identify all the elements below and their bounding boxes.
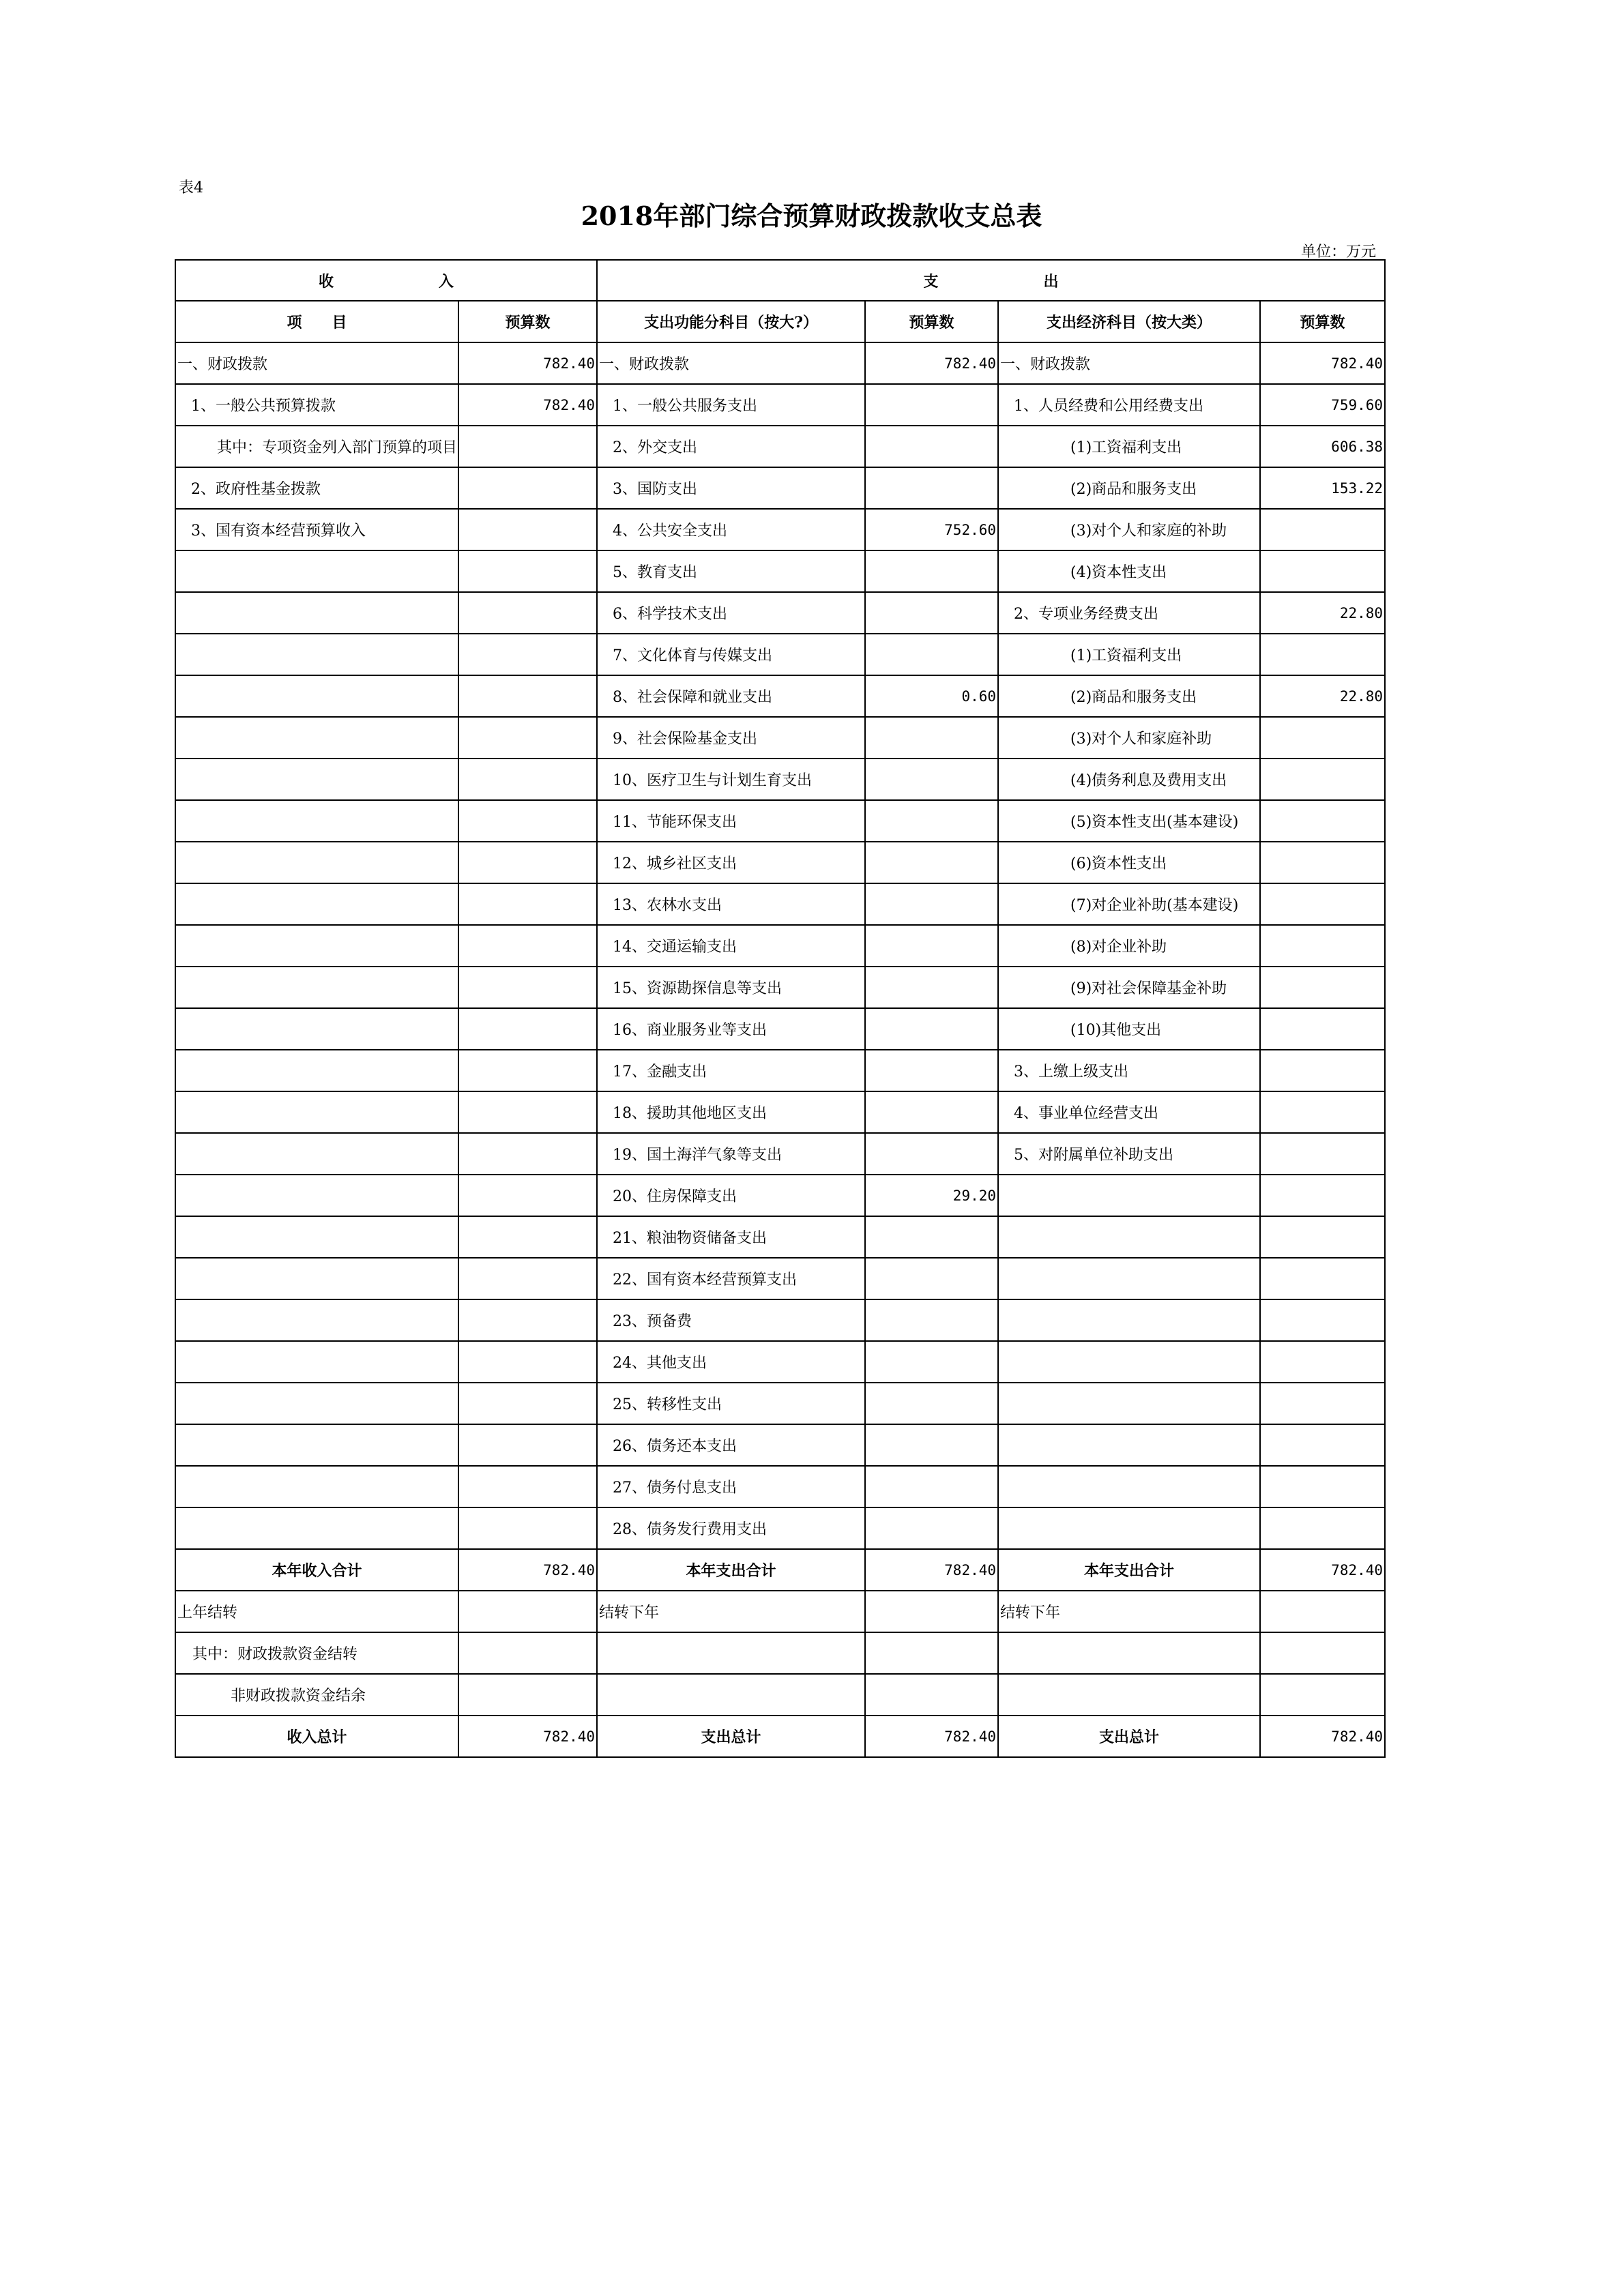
func-budget-value [865,800,998,842]
func-class-header: 支出功能分科目（按大?） [597,301,865,342]
func-item-label: 16、商业服务业等支出 [597,1008,865,1050]
econ-item-label: (10)其他支出 [998,1008,1260,1050]
year-econ-total-label: 本年支出合计 [998,1549,1260,1591]
func-item-label: 15、资源勘探信息等支出 [597,967,865,1008]
income-total-value: 782.40 [458,1716,597,1757]
table-row [175,800,1385,842]
table-row [175,1008,1385,1050]
income-item-label [175,1299,458,1341]
income-item-label [175,592,458,634]
income-budget-value [458,1424,597,1466]
econ-item-label: (1)工资福利支出 [998,634,1260,675]
econ-item-label: (3)对个人和家庭补助 [998,717,1260,759]
income-item-label [175,717,458,759]
econ-item-label: (4)资本性支出 [998,550,1260,592]
econ-budget-value [1260,1050,1385,1091]
grand-total-row [175,1716,1385,1757]
func-budget-value [865,717,998,759]
income-item-label [175,1175,458,1216]
econ-item-label: 3、上缴上级支出 [998,1050,1260,1091]
table-row [175,1299,1385,1341]
econ-budget-value [1260,1424,1385,1466]
func-budget-value: 782.40 [865,342,998,384]
table-row [175,925,1385,967]
table-row [175,1383,1385,1424]
year-total-row [175,1549,1385,1591]
func-item-label: 5、教育支出 [597,550,865,592]
econ-budget-value [1260,1341,1385,1383]
econ-class-header: 支出经济科目（按大类） [998,301,1260,342]
func-budget-value [865,1008,998,1050]
econ-budget-value [1260,1133,1385,1175]
table-row [175,1091,1385,1133]
table-row [175,342,1385,384]
func-item-label: 19、国土海洋气象等支出 [597,1133,865,1175]
func-item-label: 12、城乡社区支出 [597,842,865,883]
econ-budget-header: 预算数 [1260,301,1385,342]
section-header-row [175,260,1385,301]
econ-item-label [998,1258,1260,1299]
table-row [175,1424,1385,1466]
func-budget-value [865,1299,998,1341]
empty-cell [865,1632,998,1674]
table-row [175,759,1385,800]
carry-row [175,1591,1385,1632]
income-budget-value: 782.40 [458,342,597,384]
income-budget-value [458,1258,597,1299]
func-budget-value [865,925,998,967]
econ-item-label: 一、财政拨款 [998,342,1260,384]
income-item-label [175,550,458,592]
table-body [175,342,1385,1549]
income-budget-value [458,1050,597,1091]
table-row [175,967,1385,1008]
econ-item-label: 1、人员经费和公用经费支出 [998,384,1260,426]
func-item-label: 23、预备费 [597,1299,865,1341]
income-item-label [175,1341,458,1383]
func-item-label: 20、住房保障支出 [597,1175,865,1216]
income-item-label [175,1091,458,1133]
income-item-label [175,1258,458,1299]
func-budget-value [865,1466,998,1507]
func-budget-value [865,1424,998,1466]
income-budget-value [458,426,597,467]
func-item-label: 9、社会保险基金支出 [597,717,865,759]
income-item-label [175,675,458,717]
table-row [175,1466,1385,1507]
econ-item-label: 4、事业单位经营支出 [998,1091,1260,1133]
carry-next-func-value [865,1591,998,1632]
func-item-label: 4、公共安全支出 [597,509,865,550]
econ-item-label [998,1466,1260,1507]
table-row [175,592,1385,634]
func-budget-value [865,1091,998,1133]
column-header-row [175,301,1385,342]
income-item-label [175,1424,458,1466]
income-budget-value [458,1216,597,1258]
table-row [175,1216,1385,1258]
income-budget-value [458,1299,597,1341]
func-item-label: 10、医疗卫生与计划生育支出 [597,759,865,800]
table-row [175,1507,1385,1549]
func-item-label: 3、国防支出 [597,467,865,509]
empty-cell [998,1674,1260,1716]
func-item-label: 18、援助其他地区支出 [597,1091,865,1133]
income-budget-value [458,717,597,759]
func-budget-value [865,467,998,509]
func-item-label: 1、一般公共服务支出 [597,384,865,426]
econ-budget-value [1260,800,1385,842]
econ-item-label: (5)资本性支出(基本建设) [998,800,1260,842]
empty-cell [597,1632,865,1674]
carry-next-econ-value [1260,1591,1385,1632]
income-budget-value [458,1008,597,1050]
econ-budget-value: 759.60 [1260,384,1385,426]
table-row [175,883,1385,925]
func-budget-value [865,1341,998,1383]
func-budget-value [865,1507,998,1549]
func-item-label: 17、金融支出 [597,1050,865,1091]
func-budget-value [865,592,998,634]
econ-item-label [998,1507,1260,1549]
econ-budget-value: 22.80 [1260,675,1385,717]
income-item-label [175,634,458,675]
non-fiscal-balance-row [175,1674,1385,1716]
empty-cell [458,1674,597,1716]
func-total-label: 支出总计 [597,1716,865,1757]
income-item-label [175,967,458,1008]
func-budget-value [865,426,998,467]
func-item-label: 11、节能环保支出 [597,800,865,842]
income-budget-value [458,1507,597,1549]
econ-item-label: (2)商品和服务支出 [998,467,1260,509]
income-budget-value [458,842,597,883]
income-item-label [175,800,458,842]
econ-budget-value [1260,550,1385,592]
func-budget-header: 预算数 [865,301,998,342]
income-budget-value [458,592,597,634]
econ-budget-value: 606.38 [1260,426,1385,467]
func-item-label: 22、国有资本经营预算支出 [597,1258,865,1299]
func-budget-value [865,1050,998,1091]
econ-budget-value [1260,509,1385,550]
of-which-carry-row [175,1632,1385,1674]
table-row [175,467,1385,509]
func-total-value: 782.40 [865,1716,998,1757]
func-budget-value [865,1383,998,1424]
func-budget-value [865,883,998,925]
table-number: 表4 [179,179,203,196]
income-budget-value [458,883,597,925]
func-budget-value [865,384,998,426]
income-item-label [175,883,458,925]
econ-item-label: (6)资本性支出 [998,842,1260,883]
func-budget-value [865,967,998,1008]
econ-item-label [998,1216,1260,1258]
func-budget-value: 752.60 [865,509,998,550]
econ-item-label: (2)商品和服务支出 [998,675,1260,717]
income-item-label [175,1466,458,1507]
func-item-label: 7、文化体育与传媒支出 [597,634,865,675]
func-item-label: 28、债务发行费用支出 [597,1507,865,1549]
table-row [175,1341,1385,1383]
econ-budget-value [1260,634,1385,675]
func-budget-value: 0.60 [865,675,998,717]
table-row [175,1175,1385,1216]
econ-item-label: (9)对社会保障基金补助 [998,967,1260,1008]
econ-budget-value [1260,967,1385,1008]
income-budget-value [458,1091,597,1133]
income-budget-value [458,759,597,800]
page-title: 2018年部门综合预算财政拨款收支总表 [581,201,1042,231]
econ-item-label: 5、对附属单位补助支出 [998,1133,1260,1175]
econ-item-label: 2、专项业务经费支出 [998,592,1260,634]
econ-budget-value [1260,1466,1385,1507]
income-item-label [175,1383,458,1424]
income-item-label [175,1133,458,1175]
table-row [175,634,1385,675]
func-budget-value: 29.20 [865,1175,998,1216]
income-item-label [175,759,458,800]
empty-cell [865,1674,998,1716]
econ-total-label: 支出总计 [998,1716,1260,1757]
func-item-label: 2、外交支出 [597,426,865,467]
income-budget-value [458,467,597,509]
econ-budget-value: 153.22 [1260,467,1385,509]
table-row [175,842,1385,883]
econ-item-label [998,1341,1260,1383]
year-econ-total-value: 782.40 [1260,1549,1385,1591]
empty-cell [1260,1674,1385,1716]
func-item-label: 27、债务付息支出 [597,1466,865,1507]
econ-total-value: 782.40 [1260,1716,1385,1757]
item-header: 项 目 [175,301,458,342]
econ-item-label [998,1299,1260,1341]
income-item-label [175,1216,458,1258]
prev-year-carry-label: 上年结转 [175,1591,458,1632]
budget-table [175,259,1386,1758]
year-income-total-label: 本年收入合计 [175,1549,458,1591]
income-item-label: 3、国有资本经营预算收入 [175,509,458,550]
income-item-label [175,1507,458,1549]
func-item-label: 21、粮油物资储备支出 [597,1216,865,1258]
func-budget-value [865,842,998,883]
func-item-label: 25、转移性支出 [597,1383,865,1424]
table-row [175,717,1385,759]
econ-budget-value [1260,1383,1385,1424]
year-func-total-label: 本年支出合计 [597,1549,865,1591]
table-row [175,675,1385,717]
econ-item-label [998,1175,1260,1216]
unit-label: 单位：万元 [1300,244,1376,261]
func-item-label: 24、其他支出 [597,1341,865,1383]
year-income-total-value: 782.40 [458,1549,597,1591]
func-item-label: 26、债务还本支出 [597,1424,865,1466]
table-row [175,426,1385,467]
income-total-label: 收入总计 [175,1716,458,1757]
table-row [175,1050,1385,1091]
income-section-header: 收 入 [175,260,597,301]
func-item-label: 8、社会保障和就业支出 [597,675,865,717]
income-budget-header: 预算数 [458,301,597,342]
income-item-label: 其中：专项资金列入部门预算的项目 [175,426,458,467]
income-budget-value [458,509,597,550]
table-row [175,384,1385,426]
empty-cell [458,1632,597,1674]
carry-next-func-label: 结转下年 [597,1591,865,1632]
econ-item-label: (3)对个人和家庭的补助 [998,509,1260,550]
income-budget-value [458,675,597,717]
func-item-label: 一、财政拨款 [597,342,865,384]
func-item-label: 6、科学技术支出 [597,592,865,634]
carry-next-econ-label: 结转下年 [998,1591,1260,1632]
econ-budget-value [1260,759,1385,800]
table-row [175,550,1385,592]
econ-budget-value [1260,1216,1385,1258]
income-item-label: 1、一般公共预算拨款 [175,384,458,426]
totals-body [175,1549,1385,1757]
income-item-label [175,925,458,967]
income-budget-value [458,1466,597,1507]
income-item-label: 一、财政拨款 [175,342,458,384]
income-item-label [175,842,458,883]
table-row [175,1133,1385,1175]
econ-item-label [998,1424,1260,1466]
econ-item-label: (1)工资福利支出 [998,426,1260,467]
income-item-label [175,1050,458,1091]
non-fiscal-balance-label: 非财政拨款资金结余 [175,1674,458,1716]
econ-item-label: (8)对企业补助 [998,925,1260,967]
income-budget-value [458,925,597,967]
income-budget-value [458,550,597,592]
econ-budget-value: 22.80 [1260,592,1385,634]
income-budget-value [458,1133,597,1175]
func-item-label: 13、农林水支出 [597,883,865,925]
year-func-total-value: 782.40 [865,1549,998,1591]
econ-item-label [998,1383,1260,1424]
income-item-label: 2、政府性基金拨款 [175,467,458,509]
econ-budget-value: 782.40 [1260,342,1385,384]
econ-budget-value [1260,1008,1385,1050]
of-which-carry-label: 其中：财政拨款资金结转 [175,1632,458,1674]
econ-budget-value [1260,1091,1385,1133]
func-budget-value [865,634,998,675]
econ-budget-value [1260,1175,1385,1216]
func-budget-value [865,550,998,592]
income-budget-value [458,967,597,1008]
income-budget-value [458,1341,597,1383]
econ-budget-value [1260,842,1385,883]
econ-item-label: (4)债务利息及费用支出 [998,759,1260,800]
income-budget-value [458,1383,597,1424]
func-budget-value [865,1133,998,1175]
income-item-label [175,1008,458,1050]
expense-section-header: 支 出 [597,260,1385,301]
income-budget-value [458,1175,597,1216]
func-budget-value [865,1258,998,1299]
empty-cell [998,1632,1260,1674]
prev-year-carry-value [458,1591,597,1632]
income-budget-value: 782.40 [458,384,597,426]
econ-budget-value [1260,717,1385,759]
econ-item-label: (7)对企业补助(基本建设) [998,883,1260,925]
income-budget-value [458,800,597,842]
func-item-label: 14、交通运输支出 [597,925,865,967]
econ-budget-value [1260,1507,1385,1549]
econ-budget-value [1260,1299,1385,1341]
table-row [175,1258,1385,1299]
econ-budget-value [1260,1258,1385,1299]
func-budget-value [865,1216,998,1258]
income-budget-value [458,634,597,675]
empty-cell [597,1674,865,1716]
econ-budget-value [1260,925,1385,967]
econ-budget-value [1260,883,1385,925]
empty-cell [1260,1632,1385,1674]
table-row [175,509,1385,550]
func-budget-value [865,759,998,800]
